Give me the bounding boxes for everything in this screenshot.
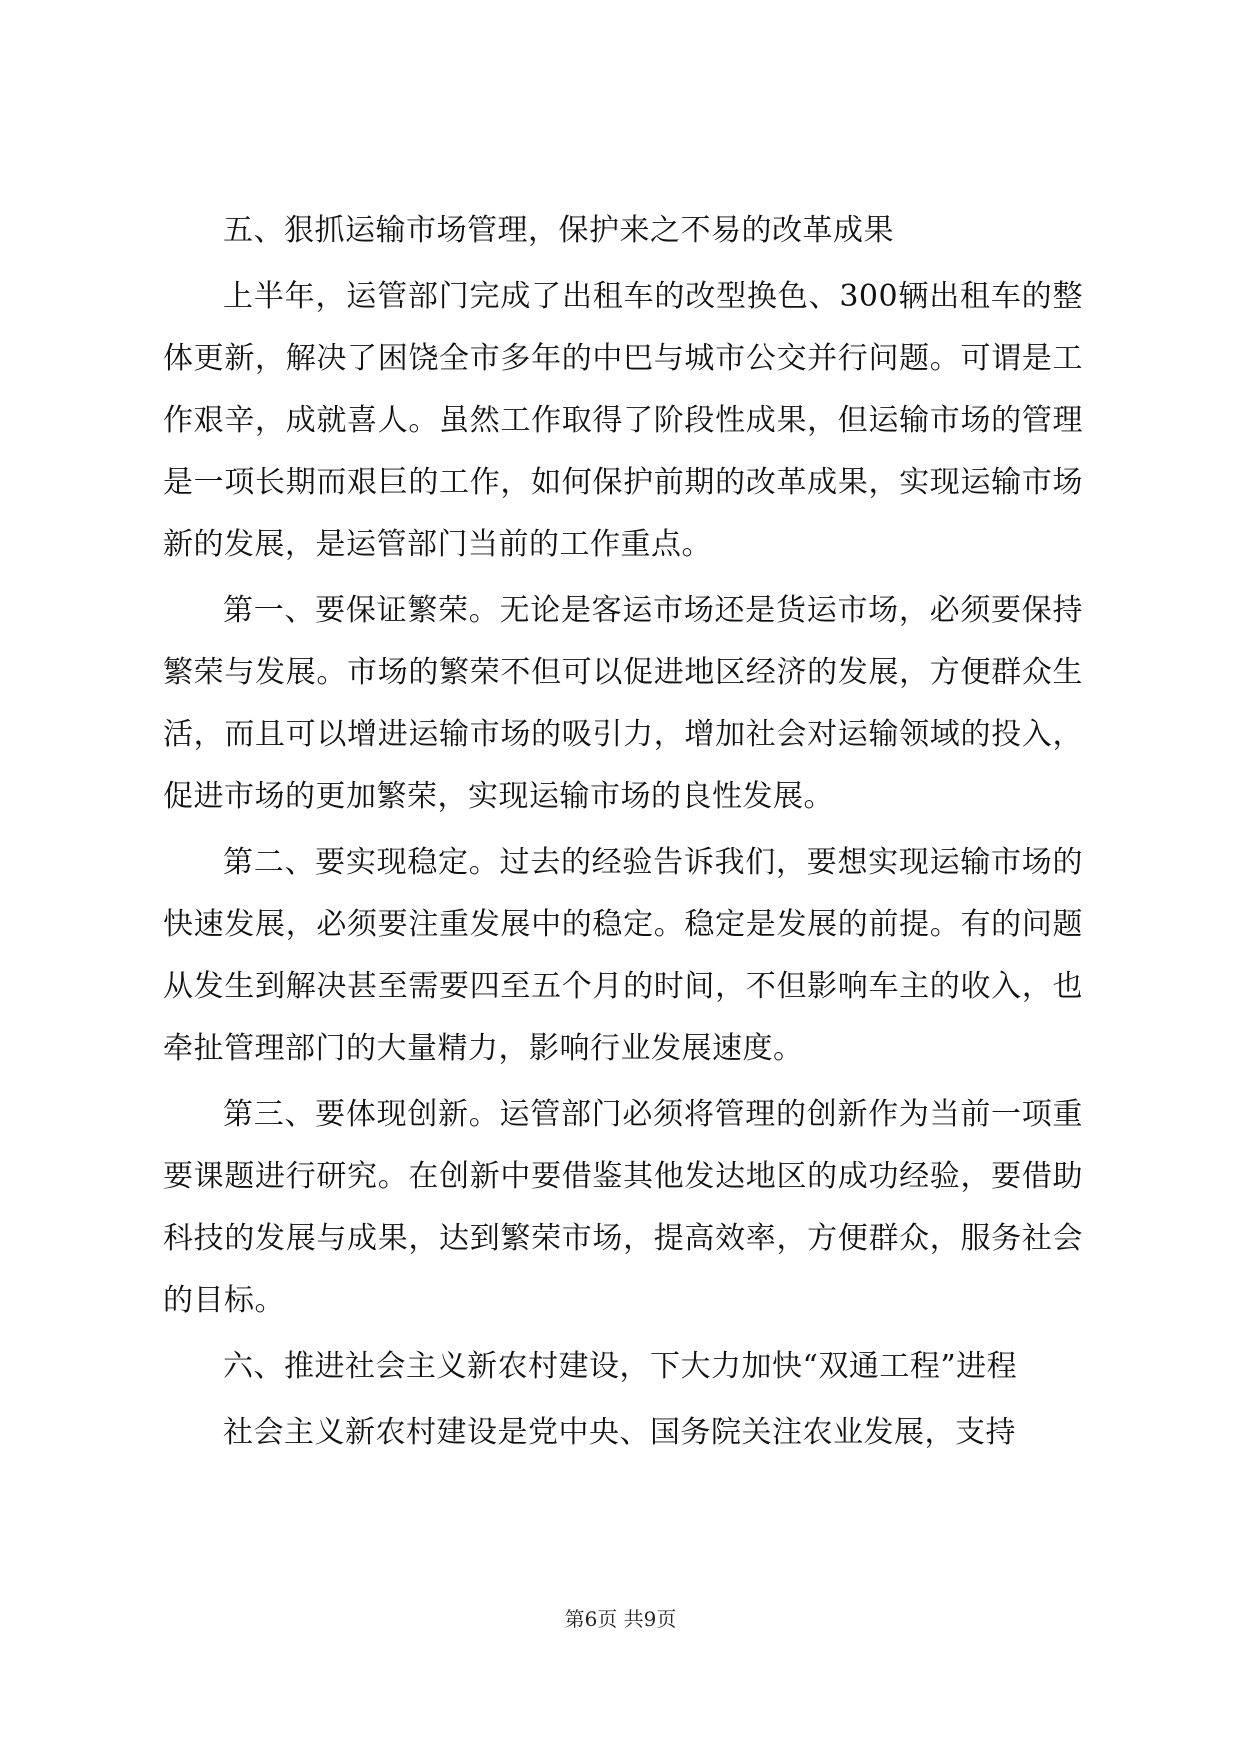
body-paragraph: 社会主义新农村建设是党中央、国务院关注农业发展，支持 — [223, 1415, 1016, 1450]
document-body — [163, 200, 1083, 1468]
body-paragraph: 第二、要实现稳定。过去的经验告诉我们，要想实现运输市场的快速发展，必须要注重发展中的稳定。稳定是发展的前提。有的问题从发生到解决甚至需要四至五个月的时间，不但影响车主的收入，也牵扯管理部门的大量精力，影响行业发展速度。 — [163, 845, 1083, 1066]
body-paragraph: 第一、要保证繁荣。无论是客运市场还是货运市场，必须要保持繁荣与发展。市场的繁荣不但可以促进地区经济的发展，方便群众生活，而且可以增进运输市场的吸引力，增加社会对运输领域的投入，促进市场的更加繁荣，实现运输市场的良性发展。 — [163, 593, 1083, 814]
section-heading-6: 六、推进社会主义新农村建设，下大力加快“双通工程”进程 — [223, 1349, 1018, 1384]
page-number-footer: 第6页 共9页 — [564, 1607, 677, 1631]
body-paragraph: 第三、要体现创新。运管部门必须将管理的创新作为当前一项重要课题进行研究。在创新中要借鉴其他发达地区的成功经验，要借助科技的发展与成果，达到繁荣市场，提高效率，方便群众，服务社会的目标。 — [163, 1097, 1083, 1318]
body-paragraph: 上半年，运管部门完成了出租车的改型换色、300辆出租车的整体更新，解决了困饶全市多年的中巴与城市公交并行问题。可谓是工作艰辛，成就喜人。虽然工作取得了阶段性成果，但运输市场的管理是一项长期而艰巨的工作，如何保护前期的改革成果，实现运输市场新的发展，是运管部门当前的工作重点。 — [163, 279, 1083, 562]
section-heading-5: 五、狠抓运输市场管理，保护来之不易的改革成果 — [223, 213, 894, 248]
